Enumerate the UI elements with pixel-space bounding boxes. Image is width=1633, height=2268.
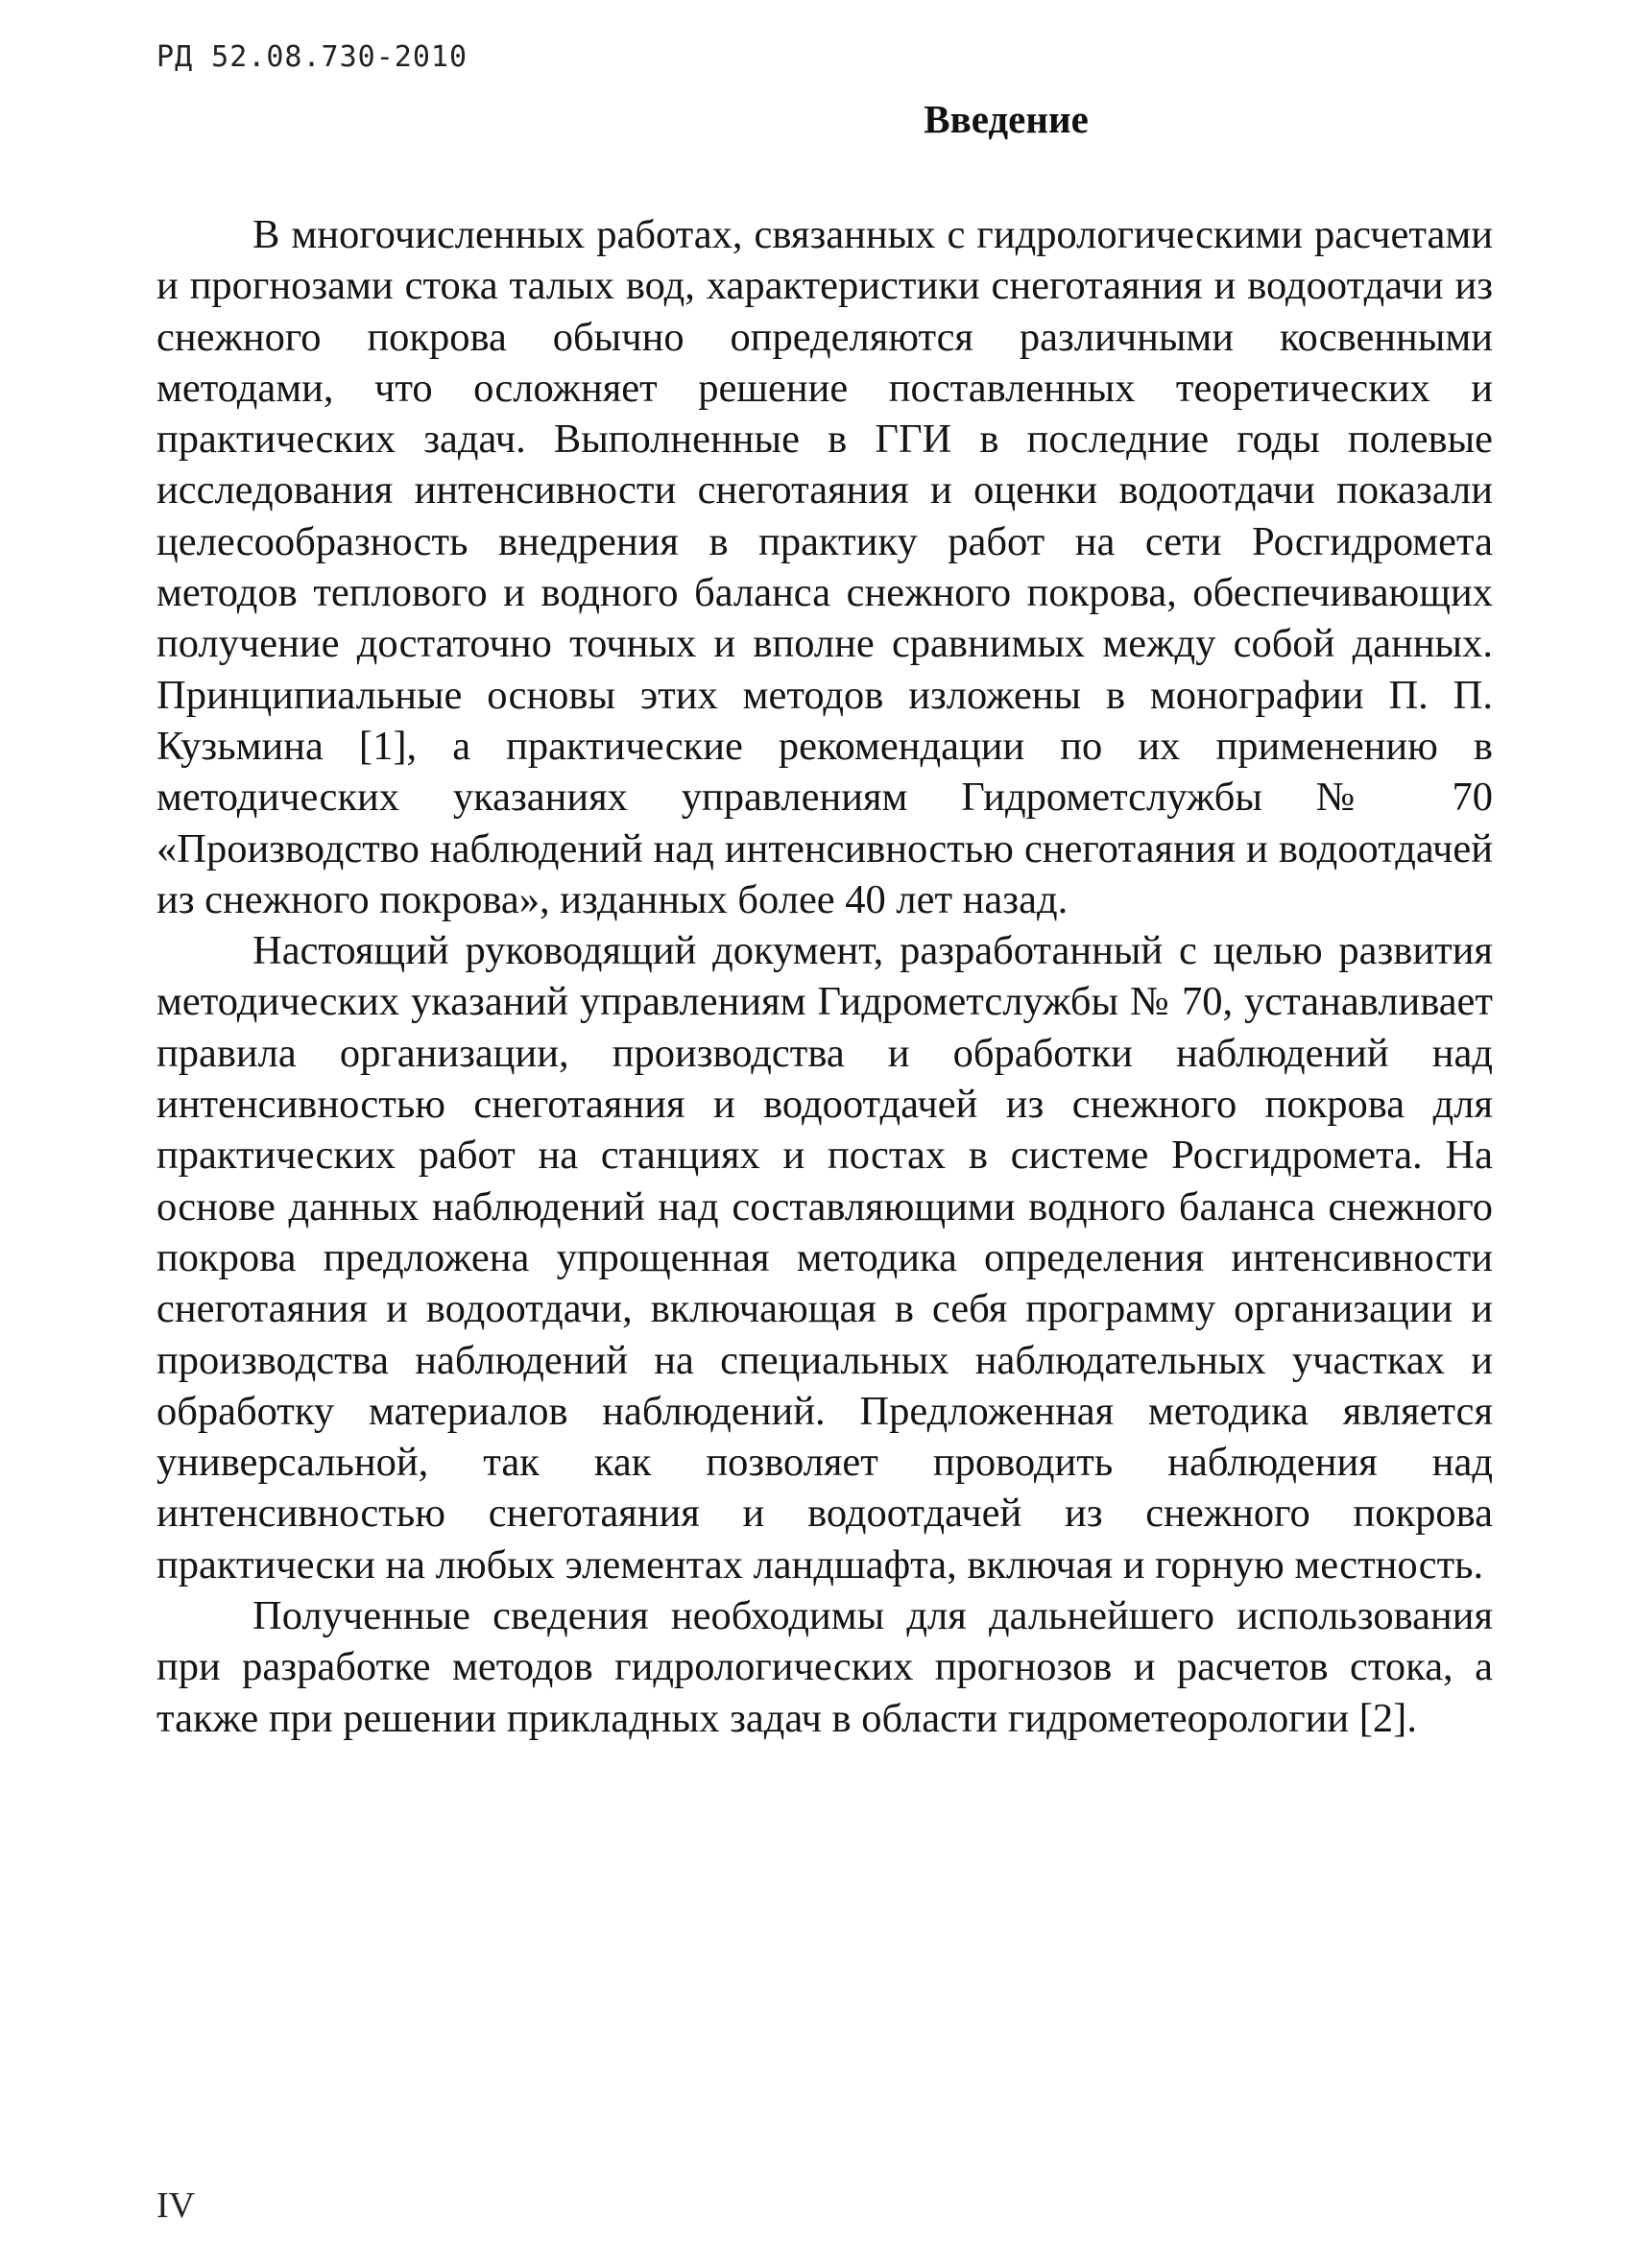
document-code: РД 52.08.730-2010: [156, 40, 468, 74]
paragraph-scope: Настоящий руководящий документ, разработанный с целью развития методических указаний управлениям Гидрометслужбы № 70, устанавливает правила организации, производства и обработки наблюдений над интенсивностью снеготаяния и водоотдачей из снежного покрова для практических работ на станциях и постах в системе Росгидромета. На основе данных наблюдений над составляющими водного баланса снежного покрова предложена упрощенная методика определения интенсивности снеготаяния и водоотдачи, включающая в себя программу организации и производства наблюдений на специальных наблюдательных участках и обработку материалов наблюдений. Предложенная методика является универсальной, так как позволяет проводить наблюдения над интенсивностью снеготаяния и водоотдачей из снежного покрова практически на любых элементах ландшафта, включая и горную местность.: [156, 928, 1493, 1588]
page-number: IV: [156, 2185, 196, 2226]
section-title: Введение: [924, 97, 1089, 141]
paragraph-application: Полученные сведения необходимы для дальнейшего использования при разработке методов гидрологических прогнозов и расчетов стока, а также при решении прикладных задач в области гидрометеорологии [2].: [156, 1593, 1493, 1741]
paragraph-intro: В многочисленных работах, связанных с гидрологическими расчетами и прогнозами стока талых вод, характеристики снеготаяния и водоотдачи из снежного покрова обычно определяются различными косвенными методами, что осложняет решение поставленных теоретических и практических задач. Выполненные в ГГИ в последние годы полевые исследования интенсивности снеготаяния и оценки водоотдачи показали целесообразность внедрения в практику работ на сети Росгидромета методов теплового и водного баланса снежного покрова, обеспечивающих получение достаточно точных и вполне сравнимых между собой данных. Принципиальные основы этих методов изложены в монографии П. П. Кузьмина [1], а практические рекомендации по их применению в методических указаниях управлениям Гидрометслужбы № 70 «Производство наблюдений над интенсивностью снеготаяния и водоотдачей из снежного покрова», изданных более 40 лет назад.: [156, 212, 1493, 922]
body-text: [156, 209, 1493, 1744]
